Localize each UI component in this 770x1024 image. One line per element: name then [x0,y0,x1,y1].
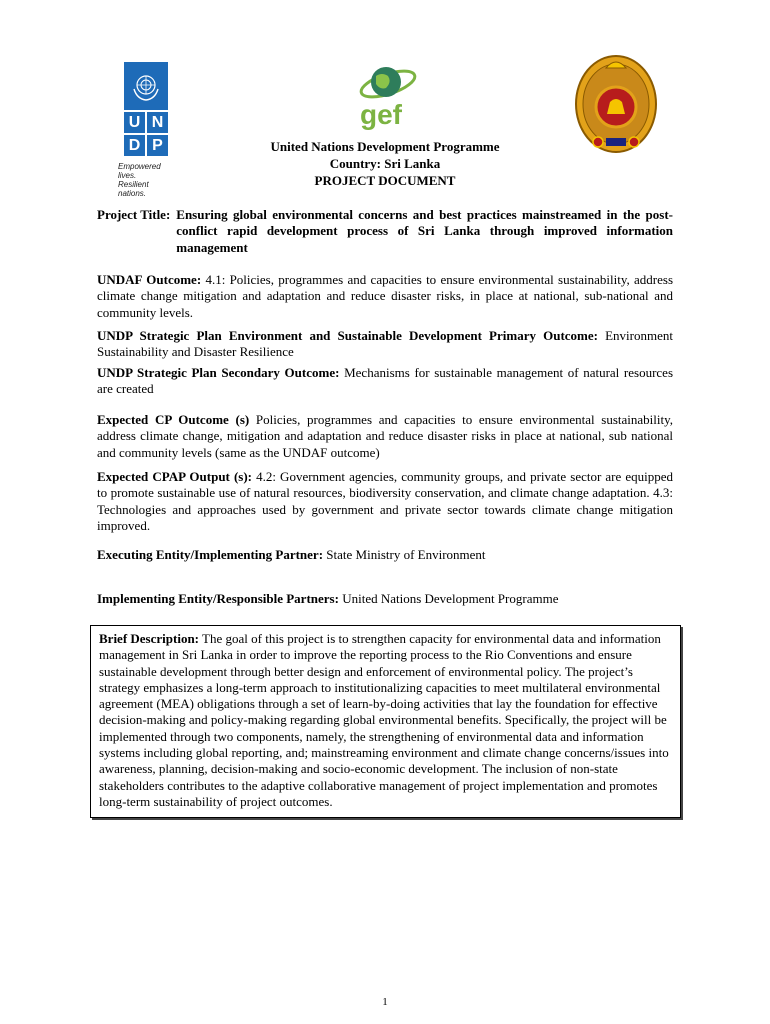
undaf-outcome [97,272,673,321]
executing-entity-label: Executing Entity/Implementing Partner: [97,547,324,562]
gef-wordmark: gef [360,99,402,130]
project-title-text: Ensuring global environmental concerns and best practices mainstreamed in the post-conflict rapid development process of Sri Lanka through improved information management [176,207,673,255]
undp-letter-u: U [124,112,145,133]
undaf-outcome-text: 4.1: Policies, programmes and capacities to ensure environmental sustainability, address climate change mitigation and adaptation and reduce disaster risks, in place at national, sub-national and community levels. [97,272,673,320]
implementing-entity-text: United Nations Development Programme [342,591,559,606]
implementing-entity [97,591,673,607]
undp-letter-p: P [147,135,168,156]
primary-outcome-text: Environment Sustainability and Disaster Resilience [97,328,673,360]
cpap-output-label: Expected CPAP Output (s): [97,469,253,484]
undp-letter-d: D [124,135,145,156]
primary-outcome [97,328,673,361]
header-doc-type: PROJECT DOCUMENT [314,173,456,188]
primary-outcome-label: UNDP Strategic Plan Environment and Sustainable Development Primary Outcome: [97,328,598,343]
brief-description-text: The goal of this project is to strengthen capacity for environmental data and information management in Sri Lanka in order to improve the reporting process to the Rio Conventions and ensure sustainable development through better design and enforcement of environmental policy. The project’s strategy emphasizes a long-term approach to institutionalizing capacities to meet multilateral environmental agreement (MEA) obligations through a set of learn-by-doing activities that lay the foundation for effective decision-making and policy-making regarding global environmental benefits. Specifically, the project will be implemented through two components, namely, the strengthening of environmental data and information systems including global reporting, and; mainstreaming environment and climate change concerns/issues into awareness, planning, decision-making and socio-economic development. The inclusion of non-state stakeholders contributes to the adaptive collaborative management of project implementation and promotes long-term sustainability of project outcomes. [99,631,669,809]
brief-description-box [90,625,681,818]
cpap-output-text: 4.2: Government agencies, community groups, and private sector are equipped to promote sustainable use of natural resources, biodiversity conservation, and climate change adaptation. 4.3: Technologies and approaches used by government and private sector towards climate change mitigation improved. [97,469,674,533]
page-number: 1 [382,996,388,1008]
brief-description-label: Brief Description: [99,631,200,646]
executing-entity [97,547,673,563]
cp-outcome [97,412,673,461]
undp-tagline-line1: Empowered lives. [118,162,161,180]
cp-outcome-text: Policies, programmes and capacities to ensure environmental sustainability, address climate change, mitigation and adaptation and reduce disaster risks in place at national, sub national and community levels (same as the UNDAF outcome) [97,412,674,460]
undp-letter-n: N [147,112,168,133]
undp-tagline-line2: Resilient nations. [118,180,149,198]
header-organization: United Nations Development Programme [270,139,500,154]
executing-entity-text: State Ministry of Environment [326,547,486,562]
cpap-output [97,469,673,534]
secondary-outcome-label: UNDP Strategic Plan Secondary Outcome: [97,365,340,380]
document-header [0,138,770,189]
cp-outcome-label: Expected CP Outcome (s) [97,412,250,427]
undaf-outcome-label: UNDAF Outcome: [97,272,202,287]
secondary-outcome [97,365,673,398]
project-title-label: Project Title: [97,207,171,222]
gef-logo [346,58,426,130]
header-country: Country: Sri Lanka [329,156,441,171]
project-title-block [97,207,673,256]
implementing-entity-label: Implementing Entity/Responsible Partners: [97,591,339,606]
un-emblem-icon [124,62,168,110]
secondary-outcome-text: Mechanisms for sustainable management of natural resources are created [97,365,674,397]
